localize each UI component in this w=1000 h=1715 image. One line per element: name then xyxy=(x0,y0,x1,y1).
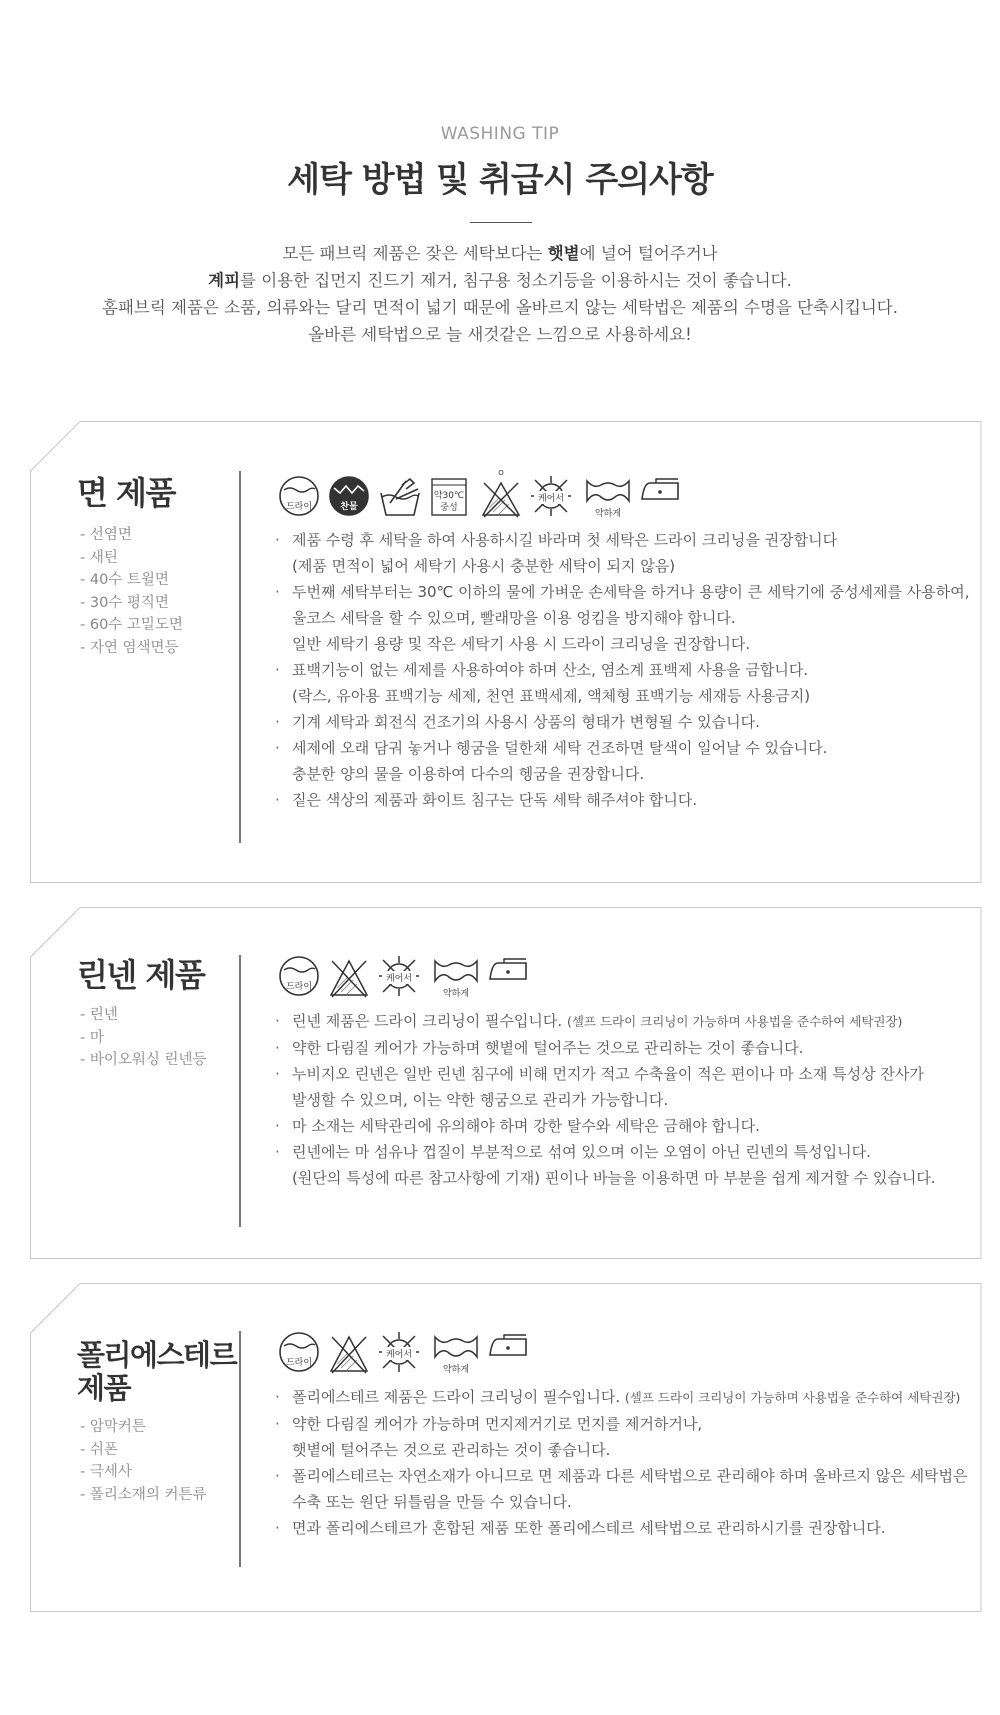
vertical-divider xyxy=(239,471,241,843)
section-title: 면 제품 xyxy=(77,474,175,512)
section-title: 린넨 제품 xyxy=(77,956,205,994)
list-item: · 표백기능이 없는 세제를 사용하여야 하며 산소, 염소계 표백제 사용을 금합니다. (락스, 유아용 표백기능 세제, 천연 표백세제, 액체형 표백기능 세재등 사용금지) xyxy=(272,657,970,709)
list-item: - 자연 염색면등 xyxy=(80,639,179,656)
list-item: - 60수 고밀도면 xyxy=(80,617,183,633)
no-tumble-dry-icon: 케어서 xyxy=(530,475,574,531)
list-item: - 폴리소재의 커튼류 xyxy=(80,1486,207,1503)
list-item: · 두번째 세탁부터는 30℃ 이하의 물에 가벼운 손세탁을 하거나 용량이 큰 세탁기에 중성세제를 사용하여, 울코스 세탁을 할 수 있으며, 빨래망을 이용 엉킴을 방지해야 합니다. 일반 세탁기 용량 및 작은 세탁기 사용 시 드라이 크리닝을 권장합니다. xyxy=(272,579,970,657)
fabric-type-list xyxy=(80,524,183,659)
list-item: - 30수 평직면 xyxy=(80,594,169,611)
low-iron-icon xyxy=(640,475,684,531)
list-item: · 약한 다림질 케어가 가능하며 햇볕에 털어주는 것으로 관리하는 것이 좋습니다. xyxy=(272,1035,936,1061)
gentle-wring-icon: 약하게 xyxy=(432,1331,476,1387)
list-item: · 폴리에스테르는 자연소재가 아니므로 면 제품과 다른 세탁법으로 관리해야 하며 올바르지 않은 세탁법은 수축 또는 원단 뒤틀림을 만들 수 있습니다. xyxy=(272,1463,968,1515)
intro-line: 홈패브릭 제품은 소품, 의류와는 달리 면적이 넓기 때문에 올바르지 않는 세탁법은 제품의 수명을 단축시킵니다. xyxy=(102,298,898,317)
care-icons xyxy=(278,1331,578,1387)
title-divider xyxy=(470,222,532,223)
list-item: - 린넨 xyxy=(80,1007,118,1023)
fabric-type-list xyxy=(80,1004,207,1072)
no-bleach-icon xyxy=(328,1331,372,1387)
list-item: - 새틴 xyxy=(80,549,118,566)
intro-line: 계피를 이용한 집먼지 진드기 제거, 침구용 청소기등을 이용하시는 것이 좋습니다. xyxy=(208,271,792,290)
care-instructions xyxy=(272,1008,936,1191)
list-item: · 약한 다림질 케어가 가능하며 먼지제거기로 먼지를 제거하거나, 햇볕에 털어주는 것으로 관리하는 것이 좋습니다. xyxy=(272,1411,968,1463)
gentle-wring-icon: 약하게 xyxy=(432,955,476,1011)
list-item: · 면과 폴리에스테르가 혼합된 제품 또한 폴리에스테르 세탁법으로 관리하시기를 권장합니다. xyxy=(272,1515,968,1541)
section-polyester xyxy=(30,1283,980,1612)
list-item: - 마 xyxy=(80,1029,104,1046)
section-linen xyxy=(30,907,980,1259)
care-icons xyxy=(278,955,578,1011)
dry-cleaning-icon: 드라이 xyxy=(278,1331,322,1387)
no-tumble-dry-icon: 케어서 xyxy=(378,955,422,1011)
list-item: - 선염면 xyxy=(80,527,132,543)
list-item: - 쉬폰 xyxy=(80,1441,118,1458)
dry-cleaning-icon: 드라이 xyxy=(278,955,322,1011)
list-item: - 40수 트윌면 xyxy=(80,572,169,588)
care-instructions xyxy=(272,1384,968,1541)
list-item: - 극세사 xyxy=(80,1464,132,1480)
list-item: · 린넨 제품은 드라이 크리닝이 필수입니다. (셀프 드라이 크리닝이 가능하며 사용법을 준수하여 세탁권장) xyxy=(272,1008,936,1035)
no-tumble-dry-icon: 케어서 xyxy=(378,1331,422,1387)
dry-cleaning-icon: 드라이 xyxy=(278,475,322,531)
no-bleach-icon xyxy=(328,955,372,1011)
list-item: · 짙은 색상의 제품과 화이트 침구는 단독 세탁 해주셔야 합니다. xyxy=(272,787,970,813)
low-iron-icon xyxy=(488,955,532,1011)
care-icons xyxy=(278,469,778,531)
list-item: · 마 소재는 세탁관리에 유의해야 하며 강한 탈수와 세탁은 금해야 합니다. xyxy=(272,1113,936,1139)
gentle-wring-icon: 약하게 xyxy=(584,475,628,531)
list-item: · 누비지오 린넨은 일반 린넨 침구에 비해 먼지가 적고 수축율이 적은 편이나 마 소재 특성상 잔사가 발생할 수 있으며, 이는 약한 헹굼으로 관리가 가능합니다. xyxy=(272,1061,936,1113)
vertical-divider xyxy=(239,955,241,1227)
hand-wash-icon xyxy=(378,475,422,531)
list-item: · 린넨에는 마 섬유나 껍질이 부분적으로 섞여 있으며 이는 오염이 아닌 린넨의 특성입니다. (원단의 특성에 따른 참고사항에 기재) 핀이나 바늘을 이용하면 마 부분을 쉽게 제거할 수 있습니다. xyxy=(272,1139,936,1191)
list-item: · 제품 수령 후 세탁을 하여 사용하시길 바라며 첫 세탁은 드라이 크리닝을 권장합니다 (제품 면적이 넓어 세탁기 사용시 충분한 세탁이 되지 않음) xyxy=(272,527,970,579)
section-subtitle: WASHING TIP xyxy=(440,124,560,144)
vertical-divider xyxy=(239,1331,241,1567)
page-title: 세탁 방법 및 취급시 주의사항 xyxy=(287,160,713,200)
low-iron-icon xyxy=(488,1331,532,1387)
list-item: - 암막커튼 xyxy=(80,1419,146,1435)
list-item: · 기계 세탁과 회전식 건조기의 사용시 상품의 형태가 변형될 수 있습니다. xyxy=(272,709,970,735)
section-title: 폴리에스테르 제품 xyxy=(77,1338,237,1405)
care-instructions xyxy=(272,527,970,813)
list-item: · 세제에 오래 담궈 놓거나 헹굼을 덜한채 세탁 건조하면 탈색이 일어날 수 있습니다. 충분한 양의 물을 이용하여 다수의 헹굼을 권장합니다. xyxy=(272,735,970,787)
intro-line: 모든 패브릭 제품은 잦은 세탁보다는 햇볕에 널어 털어주거나 xyxy=(282,244,718,263)
list-item: - 바이오워싱 린넨등 xyxy=(80,1052,207,1068)
fabric-type-list xyxy=(80,1416,207,1506)
intro-paragraph xyxy=(0,240,1000,348)
no-bleach-icon: O xyxy=(480,475,524,531)
intro-line: 올바른 세탁법으로 늘 새것같은 느낌으로 사용하세요! xyxy=(308,325,692,344)
neutral-detergent-30c-icon: 약30℃ 중성 xyxy=(430,475,474,531)
cold-water-wash-icon: 찬물 xyxy=(328,475,372,531)
list-item: · 폴리에스테르 제품은 드라이 크리닝이 필수입니다. (셀프 드라이 크리닝이 가능하며 사용법을 준수하여 세탁권장) xyxy=(272,1384,968,1411)
section-cotton xyxy=(30,421,980,883)
